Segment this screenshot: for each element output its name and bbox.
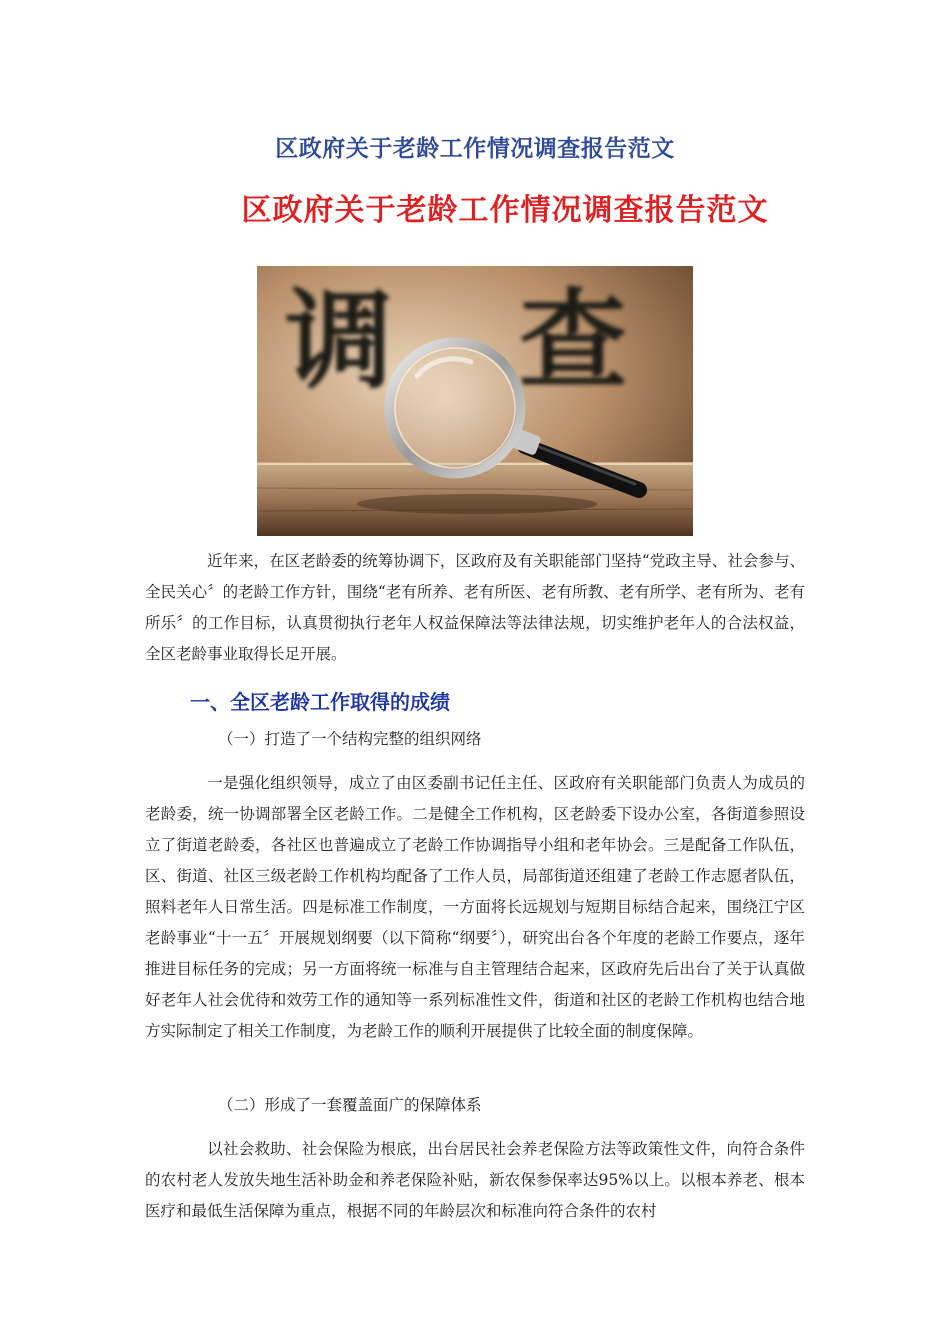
subsection-heading-security-system: （二）形成了一套覆盖面广的保障体系 — [218, 1096, 482, 1114]
intro-text: 近年来，在区老龄委的统筹协调下，区政府及有关职能部门坚持“党政主导、社会参与、全民关心〞的老龄工作方针，围绕“老有所养、老有所医、老有所教、老有所学、老有所为、老有所乐〞的工作目标，认真贯彻执行老年人权益保障法等法律法规，切实维护老年人的合法权益，全区老龄事业取得长足开展。 — [145, 552, 805, 663]
image-char-cha: 查 — [519, 279, 628, 404]
intro-paragraph — [145, 546, 805, 670]
security-system-paragraph — [145, 1134, 805, 1227]
image-char-diao: 调 — [285, 279, 394, 404]
subsection-heading-organization: （一）打造了一个结构完整的组织网络 — [218, 730, 482, 748]
section-heading-achievements: 一、全区老龄工作取得的成绩 — [190, 690, 450, 714]
security-system-text: 以社会救助、社会保险为根底，出台居民社会养老保险方法等政策性文件，向符合条件的农村老人发放失地生活补助金和养老保险补贴，新农保参保率达95%以上。以根本养老、根本医疗和最低生活保障为重点，根据不同的年龄层次和标准向符合条件的农村 — [145, 1140, 805, 1220]
organization-text: 一是强化组织领导，成立了由区委副书记任主任、区政府有关职能部门负责人为成员的老龄委，统一协调部署全区老龄工作。二是健全工作机构，区老龄委下设办公室，各街道参照设立了街道老龄委，各社区也普遍成立了老龄工作协调指导小组和老年协会。三是配备工作队伍，区、街道、社区三级老龄工作机构均配备了工作人员，局部街道还组建了老龄工作志愿者队伍，照料老年人日常生活。四是标准工作制度，一方面将长远规划与短期目标结合起来，围绕江宁区老龄事业“十一五〞开展规划纲要（以下简称“纲要〞），研究出台各个年度的老龄工作要点，逐年推进目标任务的完成；另一方面将统一标准与自主管理结合起来，区政府先后出台了关于认真做好老年人社会优待和效劳工作的通知等一系列标准性文件，街道和社区的老龄工作机构也结合地方实际制定了相关工作制度，为老龄工作的顺利开展提供了比较全面的制度保障。 — [145, 774, 805, 1040]
document-header-title: 区政府关于老龄工作情况调查报告范文 — [275, 136, 675, 162]
organization-paragraph — [145, 768, 805, 1047]
survey-magnifier-image — [257, 266, 693, 536]
document-main-title: 区政府关于老龄工作情况调查报告范文 — [241, 193, 769, 228]
